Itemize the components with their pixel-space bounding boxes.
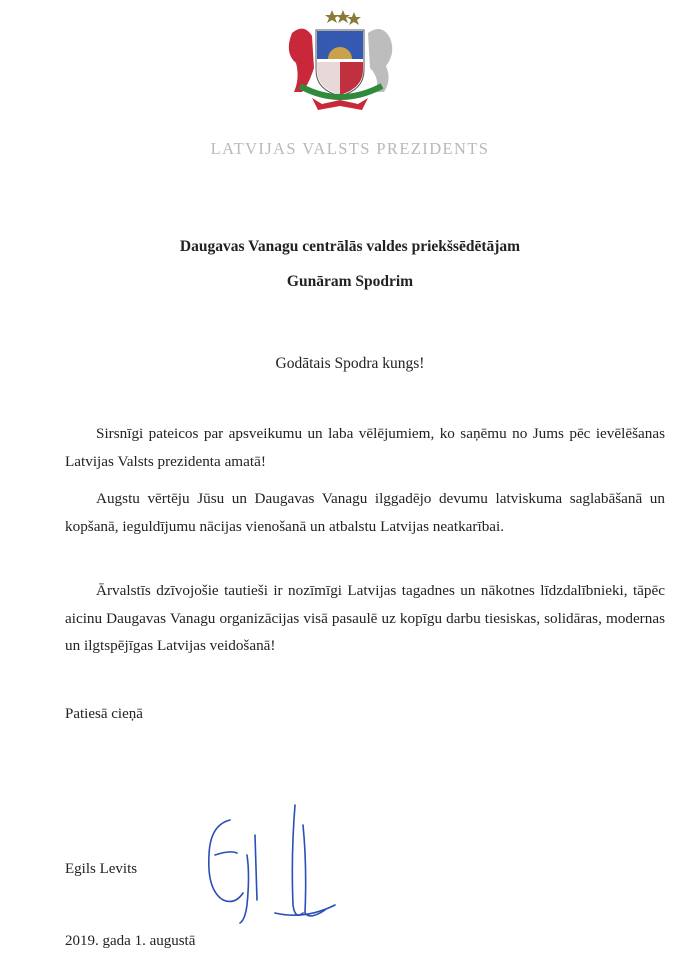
body-paragraph-3: Ārvalstīs dzīvojošie tautieši ir nozīmīgi Latvijas tagadnes un nākotnes līdzdalībnieki, tāpēc aicinu Daugavas Vanagu organizācijas visā pasaulē uz kopīgu darbu tiesiskas, solidāras, modernas un ilgtspējīgas Latvijas veidošanā! [65, 582, 665, 654]
closing: Patiesā cieņā [65, 706, 143, 722]
body-paragraph-2: Augstu vērtēju Jūsu un Daugavas Vanagu ilggadējo devumu latviskuma saglabāšanā un kopšanā, ieguldījumu nācijas vienošanā un atbalstu Latvijas neatkarībai. [65, 490, 665, 535]
salutation: Godātais Spodra kungs! [275, 355, 425, 372]
letter-date: 2019. gada 1. augustā [65, 933, 196, 949]
letterhead-organization: LATVIJAS VALSTS PREZIDENTS [210, 139, 490, 158]
coat-of-arms-emblem [272, 8, 408, 120]
recipient-name: Gunāram Spodrim [286, 273, 414, 290]
body-paragraph-1: Sirsnīgi pateicos par apsveikumu un laba vēlējumiem, ko saņēmu no Jums pēc ievēlēšanas Latvijas Valsts prezidenta amatā! [65, 425, 665, 470]
signatory-name: Egils Levits [65, 861, 138, 877]
handwritten-signature [195, 795, 345, 935]
recipient-title: Daugavas Vanagu centrālās valdes priekšsēdētājam [179, 238, 521, 255]
